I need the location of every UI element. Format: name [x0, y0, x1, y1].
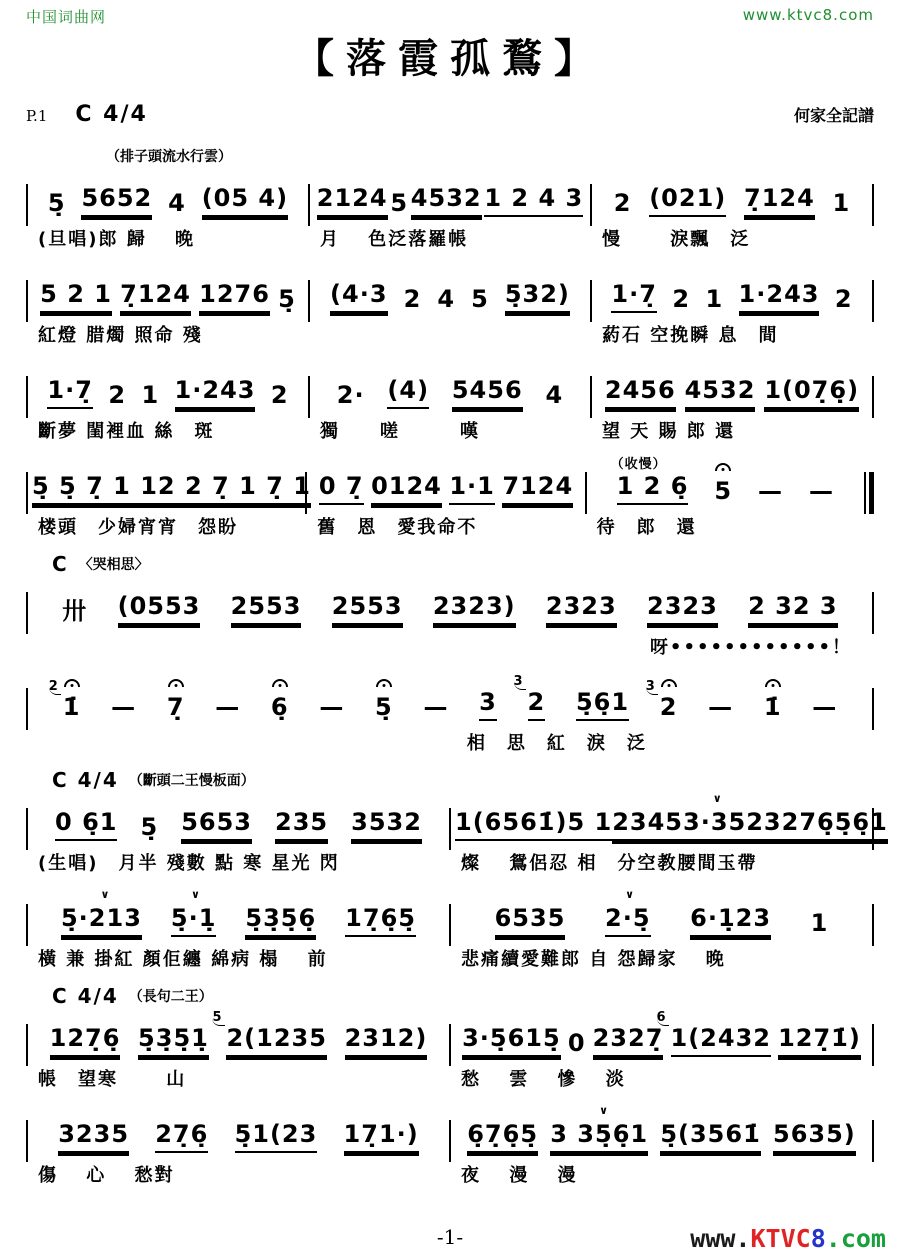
measure	[592, 264, 872, 347]
note-group: 5̣	[278, 285, 296, 313]
note-group: —	[319, 693, 345, 721]
note-group: 4	[437, 285, 456, 313]
note-group: 5̣3̣5̣6̣	[245, 904, 316, 937]
note-group: 6535	[495, 904, 566, 937]
note-group: 5 1	[567, 808, 612, 841]
note-group: 2	[613, 189, 632, 217]
notes-row	[451, 792, 888, 841]
page-number: -1-	[436, 1225, 464, 1249]
note-group: 3·5̣615̣	[462, 1024, 561, 1057]
note-group: 1	[810, 909, 829, 937]
note-group: 2124	[317, 184, 388, 217]
section-annotation: （排子頭流水行雲）	[106, 149, 232, 165]
score-systems	[26, 144, 888, 1187]
note-group: 0 7̣	[319, 472, 364, 505]
fermata-icon	[765, 679, 781, 687]
note-group: 1 2 4 3	[484, 184, 583, 217]
note-group: 0 6̣1	[55, 808, 117, 841]
note-group: 2456	[605, 376, 676, 409]
measure	[28, 1008, 449, 1091]
note-group: —	[423, 693, 449, 721]
score-system	[26, 360, 874, 443]
score-system	[26, 1104, 874, 1187]
measure	[28, 264, 308, 347]
measure	[592, 168, 872, 251]
measure	[310, 264, 590, 345]
note-group: 7̣	[167, 693, 185, 721]
score-system	[26, 552, 874, 659]
notes-row	[28, 792, 449, 841]
meta-row	[26, 102, 874, 130]
note-group: 1(6561̇)	[455, 808, 567, 841]
note-group: 3·35 ∨	[683, 808, 746, 841]
note-group: 1·7̣	[47, 376, 93, 409]
header	[26, 6, 874, 28]
fermata-icon	[376, 679, 392, 687]
note-group: 5	[471, 285, 489, 313]
lyrics-line: 夜 漫 漫	[461, 1165, 578, 1186]
breath-mark-icon: ∨	[190, 888, 201, 901]
barline	[864, 472, 866, 514]
system-row	[26, 792, 888, 875]
note-group: (0553	[118, 592, 201, 625]
note-group: 5̣32)	[505, 280, 570, 313]
score-system	[26, 264, 874, 347]
logo-segment: KTVC	[750, 1224, 811, 1253]
note-group: 3532	[351, 808, 422, 841]
logo-segment: www.	[690, 1224, 751, 1253]
notes-row	[28, 1008, 449, 1057]
note-group: (021)	[649, 184, 726, 217]
note-group: 5	[714, 477, 732, 505]
lyrics-line: 望 天 賜 郎 還	[602, 421, 736, 442]
note-group: 3 35̣6̣1 ∨	[550, 1120, 648, 1153]
page-title: 【落霞孤鶩】	[294, 35, 606, 82]
measure	[451, 1008, 872, 1091]
measure	[28, 888, 449, 971]
note-group: 5635)	[773, 1120, 856, 1153]
notes-row	[310, 360, 590, 409]
lyrics-line: 楼頭 少婦宵宵 怨盼	[38, 517, 238, 538]
note-group: 6̣7̣6̣5̣	[467, 1120, 538, 1153]
note-group: 5̣6̣1	[576, 688, 629, 721]
measure	[28, 1104, 449, 1187]
notes-row	[310, 264, 590, 313]
note-group: 5̣	[375, 693, 393, 721]
lyrics-line: 慢 淚飄 泛	[602, 229, 751, 250]
note-group: 5̣1(23	[235, 1120, 318, 1153]
breath-mark-icon: ∨	[712, 792, 723, 805]
note-group: 6̣	[271, 693, 289, 721]
note-group: —	[215, 693, 241, 721]
system-row	[26, 168, 874, 251]
system-row	[26, 1008, 874, 1091]
score-system	[26, 456, 874, 539]
note-group: 1(07̣6̣)	[764, 376, 859, 409]
grace-note: 3	[645, 679, 656, 694]
grace-note: 6	[656, 1010, 667, 1025]
measure	[28, 168, 308, 251]
notes-row	[28, 888, 449, 937]
barline	[869, 472, 874, 514]
barline	[872, 904, 874, 946]
note-group: 2 2 7̣ 1 7̣ 1	[158, 472, 311, 505]
note-group: (4)	[387, 376, 429, 409]
fermata-icon	[661, 679, 677, 687]
note-group: 2 3	[528, 688, 546, 721]
note-group: 2 32 3	[748, 592, 838, 625]
note-group: 5	[390, 189, 409, 217]
notes-row	[592, 264, 872, 313]
lyrics-line	[310, 313, 590, 345]
breath-mark-icon: ∨	[100, 888, 111, 901]
note-group: 235	[275, 808, 328, 841]
note-group: 5 2 1	[40, 280, 112, 313]
note-group: 2	[270, 381, 289, 409]
note-group: 3235	[58, 1120, 129, 1153]
system-row	[26, 264, 874, 347]
lyrics-line: 月 色泛落羅帳	[320, 229, 469, 250]
measure	[310, 360, 590, 443]
note-group: 2(1235 5	[226, 1024, 326, 1057]
tempo-annotation: （收慢）	[610, 457, 667, 472]
note-group: 2	[108, 381, 127, 409]
measure	[451, 1104, 872, 1187]
score-system	[26, 984, 874, 1091]
note-group: 1·7̣	[611, 280, 657, 313]
note-group: 5̣	[47, 189, 66, 217]
note-group: 0	[567, 1029, 586, 1057]
lyrics-line: 呀••••••••••••！	[649, 637, 852, 658]
lyrics-line: 傷 心 愁對	[38, 1165, 175, 1186]
breath-mark-icon: ∨	[625, 888, 636, 901]
note-group: (05 4)	[202, 184, 288, 217]
lyrics-line: 燦 鴛侶忍 相 分空教腰間玉帶	[461, 853, 758, 874]
note-group: 5̣3̣5̣1̣	[138, 1024, 209, 1057]
transcriber-credit: 何家全記譜	[793, 106, 874, 125]
score-system	[26, 672, 874, 755]
note-group: 2 3	[645, 679, 678, 721]
system-label-row	[26, 144, 874, 168]
note-group: 1276	[199, 280, 270, 313]
notes-row	[28, 360, 308, 409]
lyrics-line: 愁 雲 慘 淡	[461, 1069, 626, 1090]
measure	[310, 168, 590, 251]
note-group: 1 2 6̣ （收慢）	[617, 472, 689, 505]
fermata-icon	[715, 463, 731, 471]
note-group: 5̣(3561̇	[660, 1120, 760, 1153]
measure	[451, 888, 872, 971]
grace-note: 2	[48, 679, 59, 694]
site-logo	[690, 1224, 886, 1253]
note-group: 1	[832, 189, 851, 217]
grace-note: 3	[513, 674, 524, 689]
barline	[872, 184, 874, 226]
measure	[587, 456, 864, 539]
note-group: 1̇	[764, 693, 782, 721]
note-group: 27̣6̣	[155, 1120, 208, 1153]
note-group: 卅	[62, 597, 88, 625]
note-group: 4	[545, 381, 564, 409]
measure	[28, 456, 311, 539]
measure	[28, 792, 449, 875]
system-time-signature: C	[52, 552, 69, 576]
notes-row	[28, 576, 872, 625]
note-group: 1·1	[449, 472, 495, 505]
system-row	[26, 576, 874, 659]
note-group: 7̣124	[744, 184, 815, 217]
note-group: 5̣ 5̣ 7̣ 1 1	[32, 472, 158, 505]
system-time-signature: C 4/4	[52, 768, 119, 792]
measure	[592, 360, 872, 443]
note-group: 5456	[452, 376, 523, 409]
system-label-row	[26, 552, 874, 576]
note-group: 4	[168, 189, 186, 217]
note-group: 1	[141, 381, 160, 409]
note-group: —	[758, 477, 784, 505]
note-group: 17̣1·)	[344, 1120, 419, 1153]
note-group: 1·243	[175, 376, 256, 409]
notes-row	[451, 1008, 872, 1057]
note-group: (4·3	[330, 280, 387, 313]
note-group: 5̣·1̣ ∨	[171, 904, 217, 937]
section-annotation: （長句二王）	[128, 989, 213, 1005]
note-group: 1·243	[739, 280, 820, 313]
barline	[872, 688, 874, 730]
logo-segment: 8	[810, 1224, 826, 1253]
system-row	[26, 360, 874, 443]
note-group: 5̣·213 ∨	[61, 904, 142, 937]
note-group: —	[808, 477, 834, 505]
notes-row	[587, 456, 864, 505]
note-group: 2553	[332, 592, 403, 625]
notes-row	[28, 264, 308, 313]
lyrics-line: 橫 兼 掛紅 顏佢纏 綿病 榻 前	[38, 949, 328, 970]
note-group: 23276̣5̣6̣1	[746, 808, 888, 841]
system-time-signature: C 4/4	[52, 984, 119, 1008]
score-system	[26, 768, 888, 875]
score-system	[26, 888, 874, 971]
score-system	[26, 144, 874, 251]
lyrics-line: 斷夢 閨裡血 絲 斑	[38, 421, 215, 442]
note-group: 17̣6̣5̣	[345, 904, 416, 937]
notes-row	[592, 360, 872, 409]
logo-segment: .com	[825, 1224, 886, 1253]
note-group: 2323	[647, 592, 718, 625]
barline	[872, 1024, 874, 1066]
note-group: 2·5̣ ∨	[605, 904, 651, 937]
notes-row	[28, 456, 311, 505]
note-group: 6·1̣23	[690, 904, 771, 937]
barline	[872, 376, 874, 418]
barline	[872, 280, 874, 322]
system-row	[26, 888, 874, 971]
note-group: 3	[479, 688, 497, 721]
lyrics-line: 獨 嗟 嘆	[320, 421, 480, 442]
measure	[28, 360, 308, 443]
barline	[872, 592, 874, 634]
note-group: 2	[834, 285, 853, 313]
note-group: 2·	[336, 381, 365, 409]
section-annotation: 〈哭相思〉	[78, 557, 149, 573]
barline	[872, 1120, 874, 1162]
note-group: 1̇ 2	[48, 679, 81, 721]
note-group: —	[708, 693, 734, 721]
breath-mark-icon: ∨	[599, 1104, 610, 1117]
note-group: 127̣6̣	[50, 1024, 121, 1057]
note-group: 2312)	[345, 1024, 428, 1057]
lyrics-line: 待 郎 還	[596, 517, 697, 538]
system-label-row	[26, 768, 874, 792]
lyrics-line: (生唱) 月半 殘數 點 寒 星光 閃	[38, 853, 340, 874]
note-group: 2	[672, 285, 691, 313]
measure	[28, 576, 872, 659]
notes-row	[307, 456, 584, 505]
lyrics-line: 紅燈 腊燭 照命 殘	[38, 325, 203, 346]
time-signature: C 4/4	[75, 102, 148, 127]
fermata-icon	[168, 679, 184, 687]
system-row	[26, 672, 874, 755]
note-group: 5653	[181, 808, 252, 841]
system-label-row	[26, 984, 874, 1008]
notes-row	[451, 888, 872, 937]
lyrics-line: 葯石 空挽瞬 息 間	[602, 325, 779, 346]
note-group: 7124	[502, 472, 573, 505]
lyrics-line: (旦唱)郎 歸 晚	[38, 229, 195, 250]
page-label: P.1	[26, 107, 48, 125]
system-row	[26, 456, 874, 539]
note-group: 0124	[371, 472, 442, 505]
notes-row	[451, 1104, 872, 1153]
note-group: 4532	[411, 184, 482, 217]
note-group: 2553	[231, 592, 302, 625]
fermata-icon	[272, 679, 288, 687]
grace-note: 5	[212, 1010, 223, 1025]
notes-row	[28, 1104, 449, 1153]
note-group: —	[812, 693, 838, 721]
measure	[28, 672, 872, 755]
notes-row	[310, 168, 590, 217]
note-group: 5652	[81, 184, 152, 217]
note-group: 2323)	[433, 592, 516, 625]
system-row	[26, 1104, 874, 1187]
note-group: —	[111, 693, 137, 721]
note-group: 1(2432 6	[671, 1024, 771, 1057]
fermata-icon	[64, 679, 80, 687]
note-group: 5̣	[140, 813, 159, 841]
notes-row	[28, 672, 872, 721]
note-group: 4532	[685, 376, 756, 409]
note-group: 2323	[546, 592, 617, 625]
measure	[451, 792, 888, 875]
watermark-left: 中国词曲网	[26, 8, 107, 26]
watermark-right: www.ktvc8.com	[742, 6, 874, 24]
section-annotation: （斷頭二王慢板面）	[128, 773, 255, 789]
lyrics-line: 相 思 紅 淚 泛	[466, 733, 647, 754]
note-group: 2	[403, 285, 422, 313]
notes-row	[28, 168, 308, 217]
notes-row	[592, 168, 872, 217]
measure	[307, 456, 584, 539]
note-group: 7̣124	[120, 280, 191, 313]
note-group: 2345	[612, 808, 683, 841]
lyrics-line: 悲痛續愛難郎 自 怨歸家 晚	[461, 949, 726, 970]
note-group: 127̣1̇)	[778, 1024, 861, 1057]
note-group: 2327̣	[593, 1024, 664, 1057]
note-group: 1	[705, 285, 724, 313]
lyrics-line: 帳 望寒 山	[38, 1069, 187, 1090]
lyrics-line: 舊 恩 愛我命不	[317, 517, 478, 538]
